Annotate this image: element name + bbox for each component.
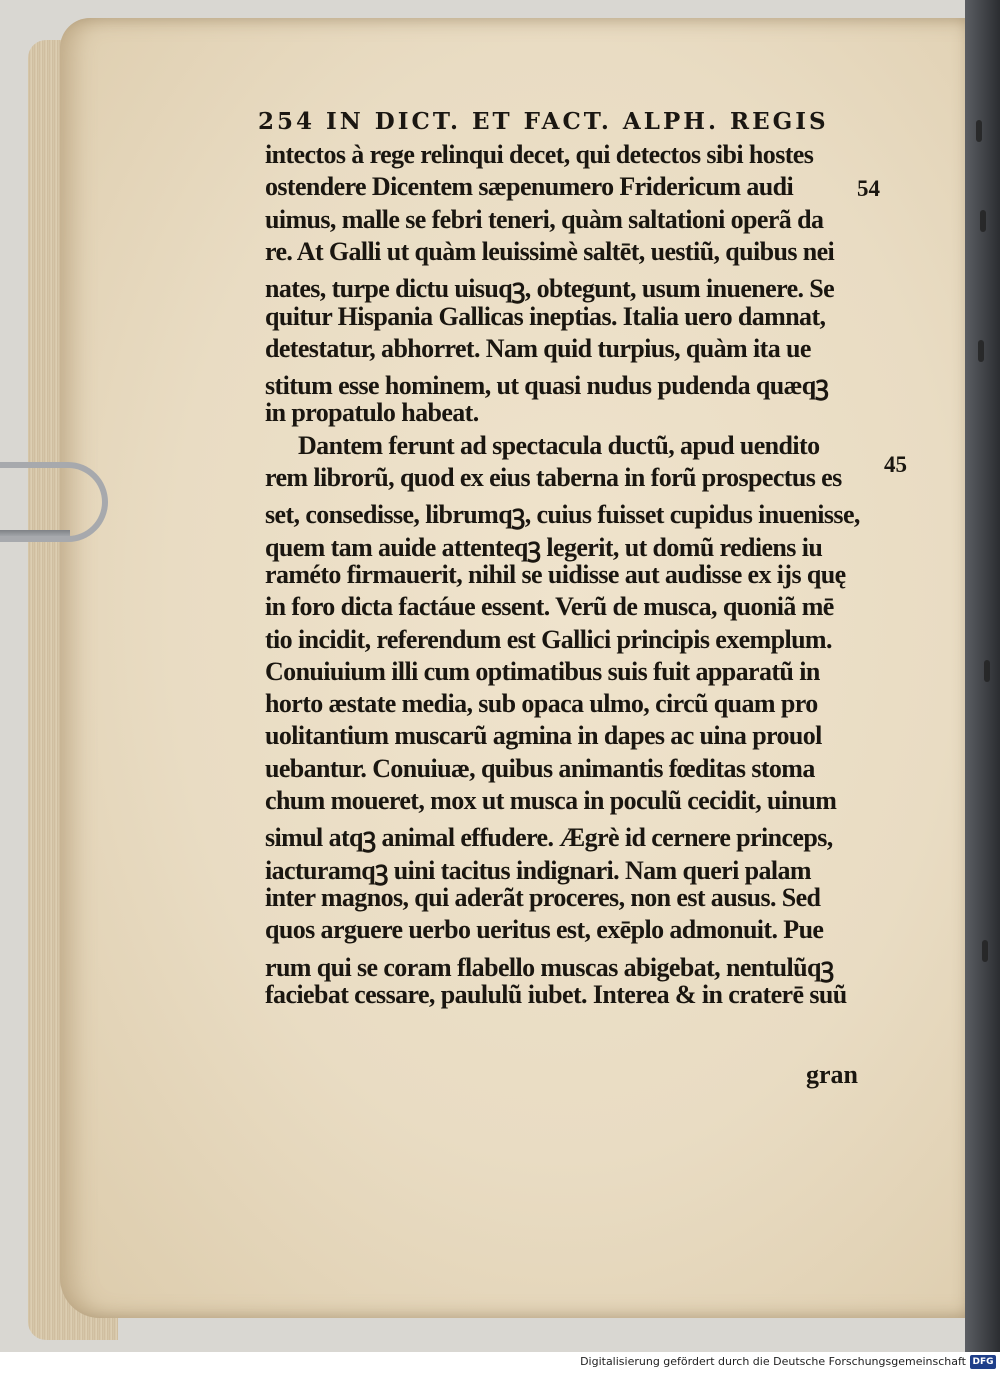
text-line: rum qui se coram flabello muscas abigebat, nentulũqꝫ <box>265 952 834 982</box>
text-line: chum moueret, mox ut musca in poculũ cecidit, uinum <box>265 786 837 815</box>
text-line: quem tam auide attenteqꝫ legerit, ut domũ rediens iu <box>265 532 823 562</box>
text-line: rem librorũ, quod ex eius taberna in forũ prospectus es <box>265 463 842 492</box>
text-line: horto æstate media, sub opaca ulmo, circũ quam pro <box>265 689 818 719</box>
text-line: raméto firmauerit, nihil se uidisse aut audisse ex ijs quę <box>265 559 846 589</box>
facing-page-edge <box>972 100 1000 1000</box>
text-line: tio incidit, referendum est Gallici principis exemplum. <box>265 624 832 654</box>
margin-number: 45 <box>884 452 907 477</box>
text-line: uolitantium muscarũ agmina in dapes ac uina prouol <box>265 721 822 751</box>
text-line: re. At Galli ut quàm leuissimè saltēt, uestiũ, quibus nei <box>265 236 835 266</box>
text-line: uebantur. Conuiuæ, quibus animantis fœditas stoma <box>265 753 815 783</box>
running-header: 254 IN DICT. ET FACT. ALPH. REGIS <box>258 108 829 135</box>
book-clip <box>0 462 108 542</box>
margin-number: 54 <box>857 176 880 201</box>
text-line: quitur Hispania Gallicas ineptias. Italia uero damnat, <box>265 301 826 331</box>
footer-bar <box>0 1352 1000 1373</box>
funding-credit: Digitalisierung gefördert durch die Deutsche Forschungsgemeinschaft <box>580 1355 966 1368</box>
catchword: gran <box>806 1060 858 1089</box>
text-line: set, consedisse, librumqꝫ, cuius fuisset cupidus inuenisse, <box>265 500 860 530</box>
text-line: faciebat cessare, paululũ iubet. Interea & in craterē suũ <box>265 979 847 1009</box>
text-line: ostendere Dicentem sæpenumero Fridericum audi <box>265 172 794 202</box>
text-line: in foro dicta factáue essent. Verũ de musca, quoniã mē <box>265 592 834 622</box>
text-line: Dantem ferunt ad spectacula ductũ, apud uendito <box>298 430 820 460</box>
text-line: iacturamqꝫ uini tacitus indignari. Nam queri palam <box>265 855 811 885</box>
text-line: Conuiuium illi cum optimatibus suis fuit apparatũ in <box>265 656 820 686</box>
text-line: quos arguere uerbo ueritus est, exēplo admonuit. Pue <box>265 915 824 945</box>
text-line: nates, turpe dictu uisuqꝫ, obtegunt, usum inuenere. Se <box>265 274 835 304</box>
text-line: uimus, malle se febri teneri, quàm saltationi operã da <box>265 204 824 234</box>
text-line: inter magnos, qui aderãt proceres, non est ausus. Sed <box>265 882 821 912</box>
text-line: simul atqꝫ animal effudere. Ægrè id cernere princeps, <box>265 823 833 853</box>
text-line: stitum esse hominem, ut quasi nudus pudenda quæqꝫ <box>265 371 829 401</box>
text-line: in propatulo habeat. <box>265 398 479 428</box>
dfg-logo: DFG <box>970 1355 996 1369</box>
text-line: detestatur, abhorret. Nam quid turpius, quàm ita ue <box>265 333 811 363</box>
text-line: intectos à rege relinqui decet, qui detectos sibi hostes <box>265 140 814 169</box>
